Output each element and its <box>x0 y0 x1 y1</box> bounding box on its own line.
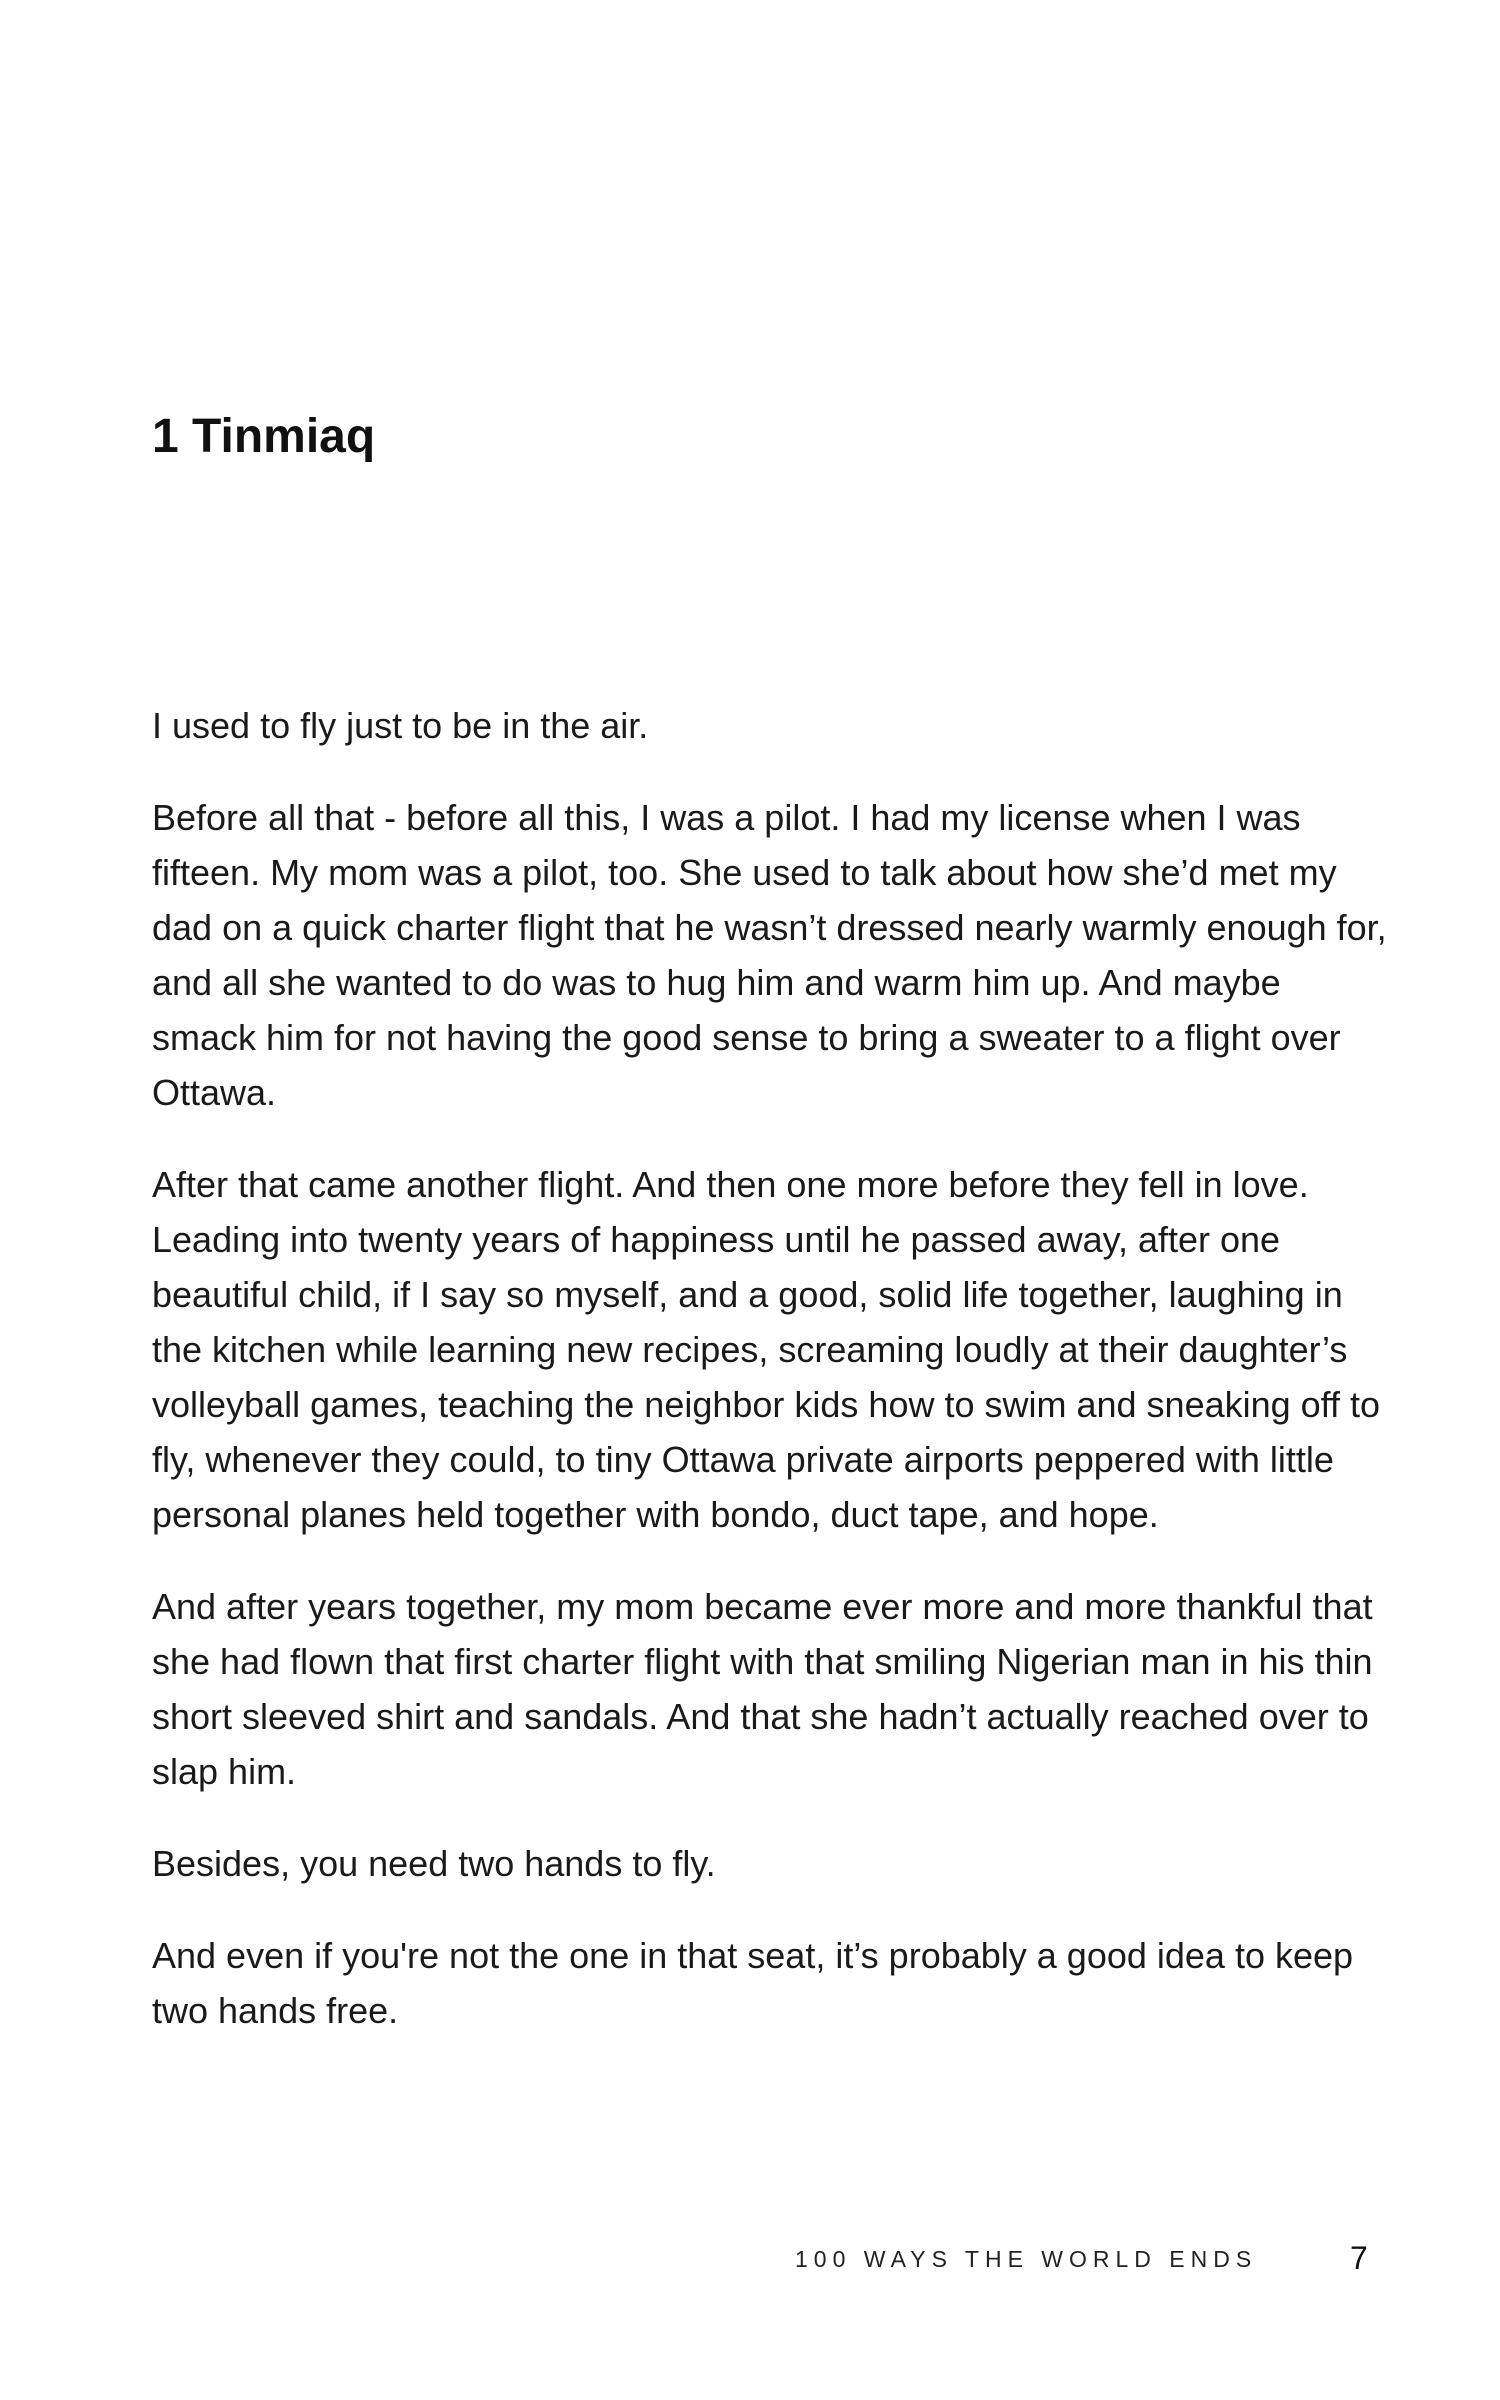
chapter-title: 1 Tinmiaq <box>152 410 376 463</box>
paragraph: Before all that - before all this, I was a pilot. I had my license when I was fifteen. My mom was a pilot, too. She used to talk about how she’d met my dad on a quick charter flight that he wasn’t dressed nearly warmly enough for, and all she wanted to do was to hug him and warm him up. And maybe smack him for not having the good sense to bring a sweater to a flight over Ottawa. <box>152 797 1387 1113</box>
paragraph: And even if you're not the one in that seat, it’s probably a good idea to keep two hands free. <box>152 1935 1354 2031</box>
paragraph: Besides, you need two hands to fly. <box>152 1843 716 1884</box>
paragraph: I used to fly just to be in the air. <box>152 705 649 746</box>
paragraph: After that came another flight. And then one more before they fell in love. Leading into twenty years of happiness until he passed away, after one beautiful child, if I say so myself, and a good, solid life together, laughing in the kitchen while learning new recipes, screaming loudly at their daughter’s volleyball games, teaching the neighbor kids how to swim and sneaking off to fly, whenever they could, to tiny Ottawa private airports peppered with little personal planes held together with bondo, duct tape, and hope. <box>152 1164 1381 1535</box>
paragraph: And after years together, my mom became ever more and more thankful that she had flown that first charter flight with that smiling Nigerian man in his thin short sleeved shirt and sandals. And that she hadn’t actually reached over to slap him. <box>152 1586 1373 1792</box>
chapter-body <box>152 698 1392 2075</box>
running-footer-title: 100 WAYS THE WORLD ENDS <box>795 2246 1258 2272</box>
page-number: 7 <box>1350 2240 1368 2276</box>
